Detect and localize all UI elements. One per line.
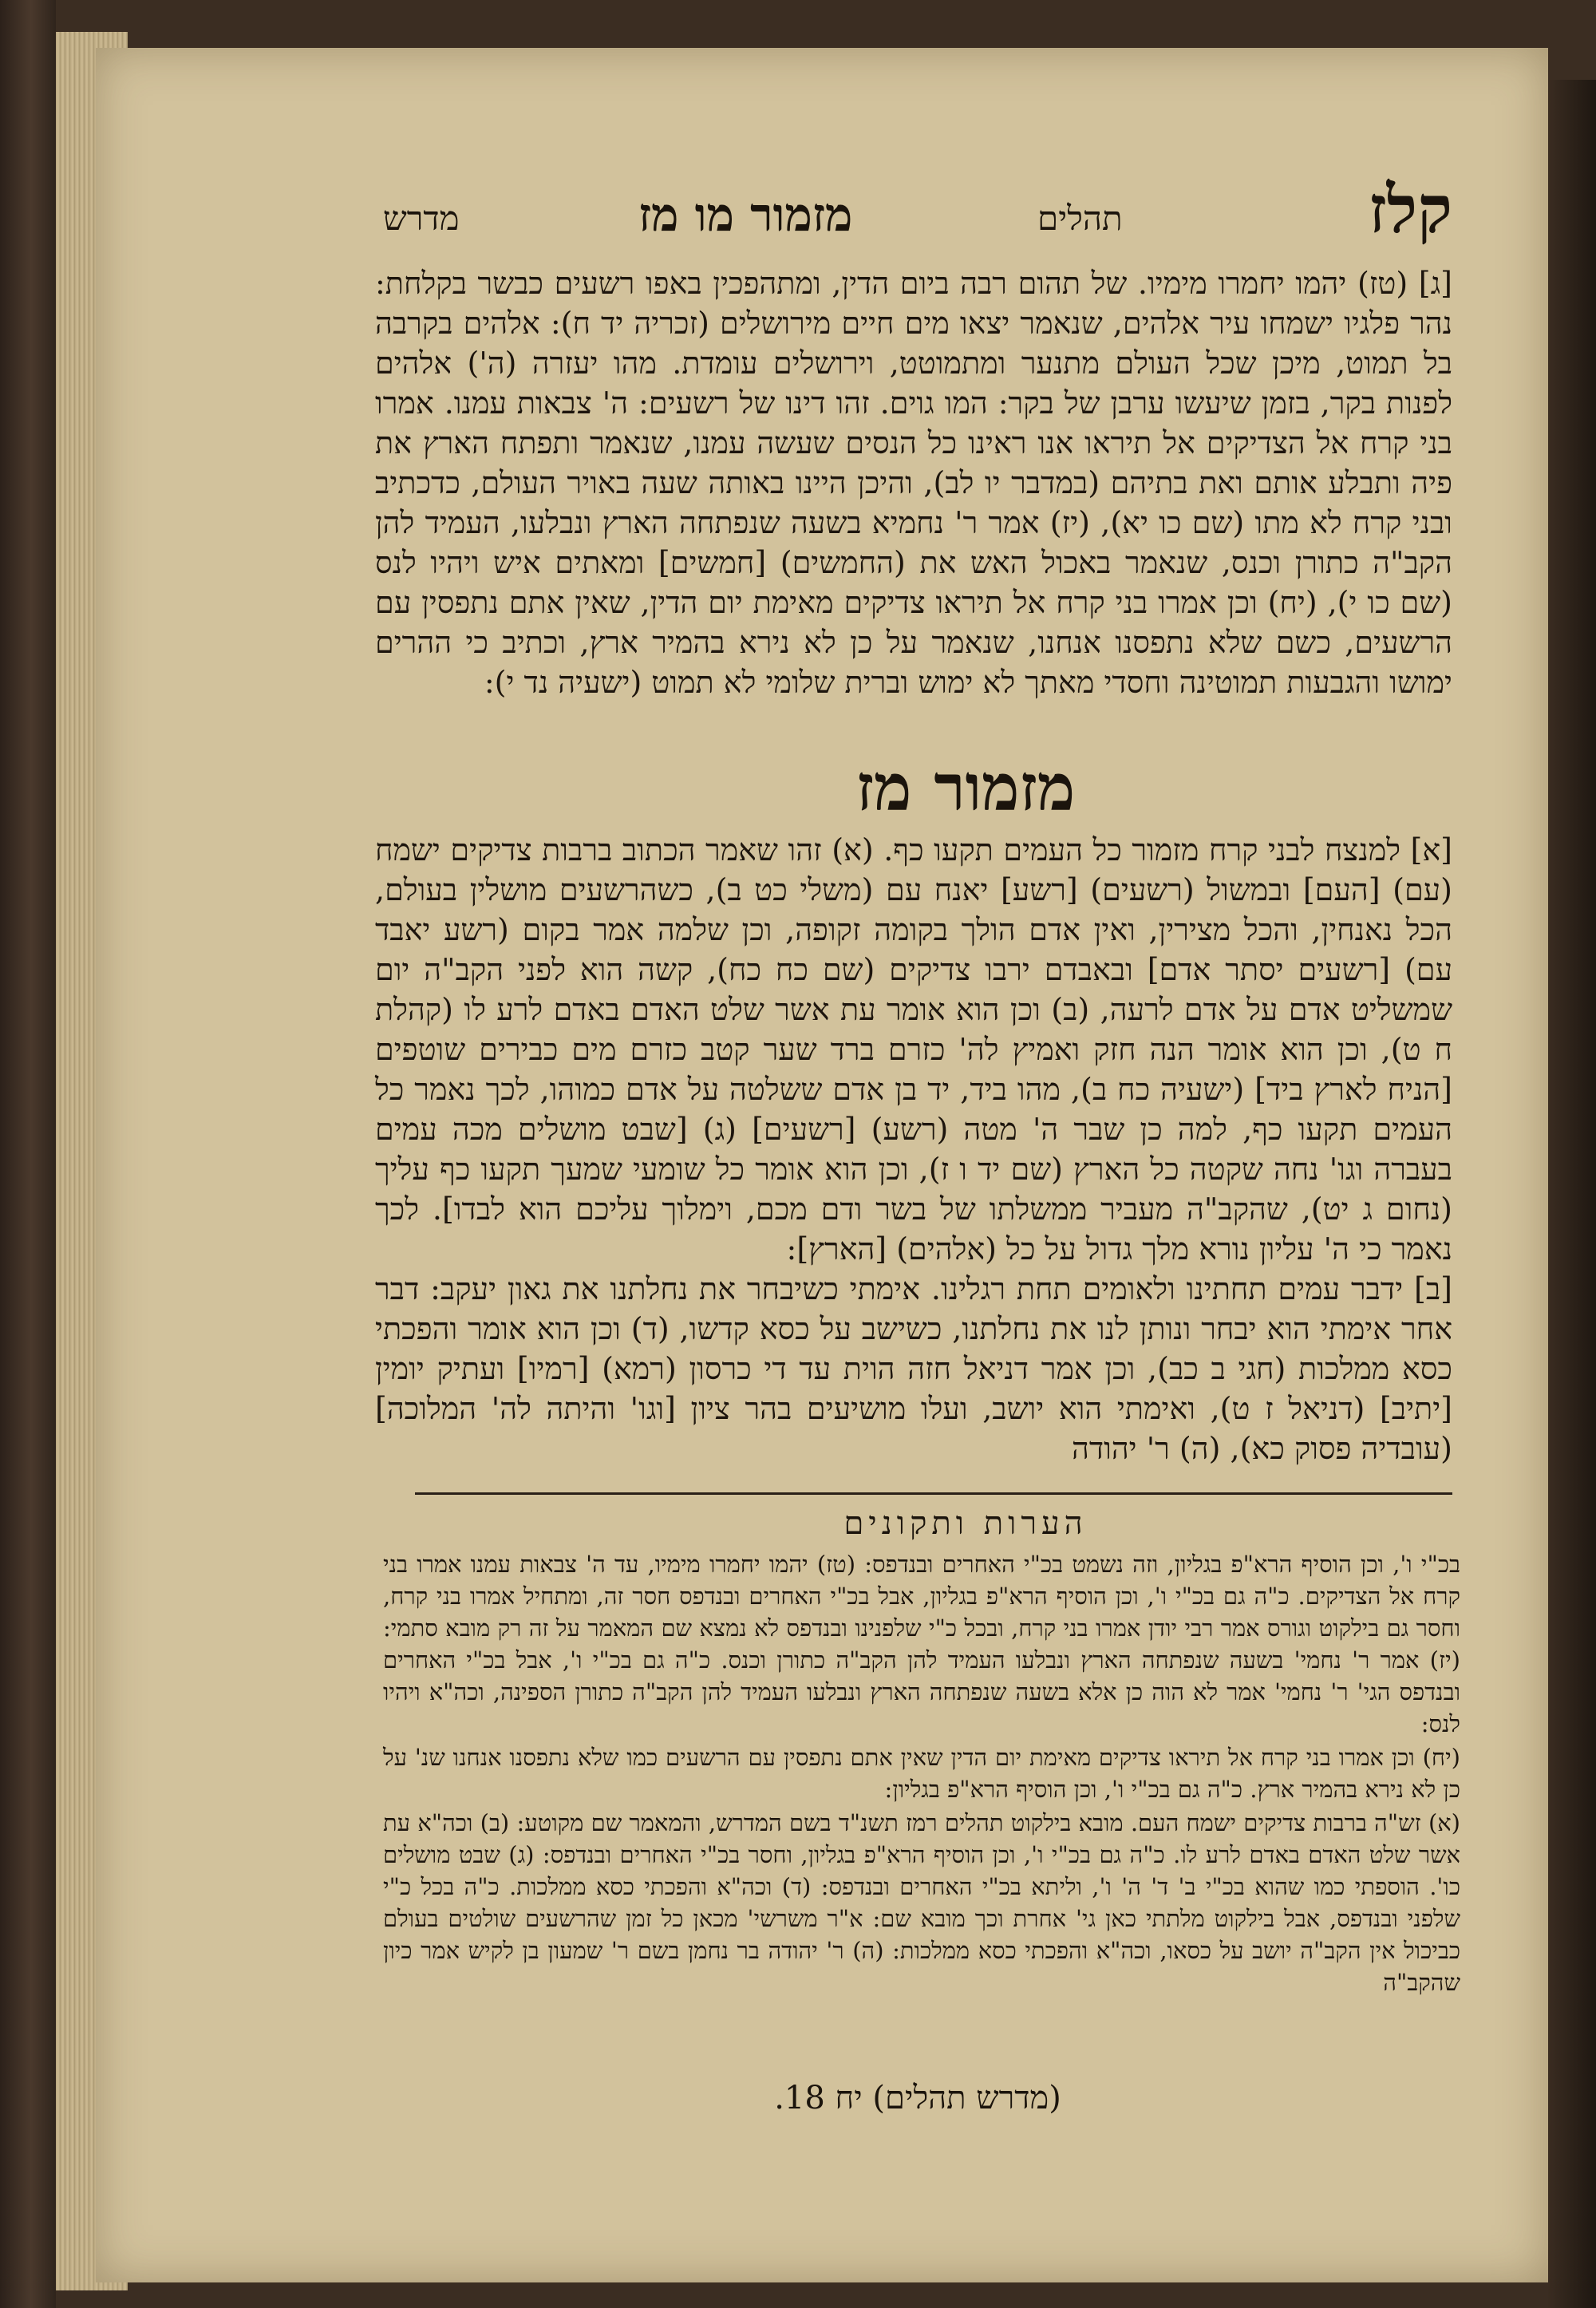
header-tehillim: תהלים — [1037, 199, 1123, 238]
note-paragraph: (יח) וכן אמרו בני קרח אל תיראו צדיקים מאימת יום הדין שאין אתם נתפסין עם הרשעים כמו שלא נתפסנו אנחנו שנ' על כן לא נירא בהמיר ארץ. כ"ה גם בכ"י ו', וכן הוסיף הרא"פ בגליון: — [383, 1744, 1460, 1803]
notes-divider — [415, 1492, 1452, 1495]
page-footer: (מדרש תהלים) יח 18. — [774, 2080, 1061, 2116]
note-paragraph: (א) זש"ה ברבות צדיקים ישמח העם. מובא בילקוט תהלים רמז תשנ"ד בשם המדרש, והמאמר שם מקוטע: (ב) וכה"א עת אשר שלט האדם באדם לרע לו. כ"ה גם בכ"י ו', וכן הוסיף הרא"פ בגליון, וחסר בכ"י האחרים ובנדפס: (ג) שבט מושלים כו'. הוספתי כמו שהוא בכ"י ב' ד' ה' ו', וליתא בכ"י האחרים ובנדפס: (ד) וכה"א והפכתי כסא ממלכות. כ"ה בכל כ"י שלפני ובנדפס, אבל בילקוט מלתתי כאן גי' אחרת וכך מובא שם: א"ר משרשי' מכאן כל זמן שהרשעים שולטים בעולם כביכול אין הקב"ה יושב על כסאו, וכה"א והפכתי כסא ממלכות: (ה) ר' יהודה בר נחמן בשם ר' שמעון בן לקיש אמר כיון שהקב"ה — [383, 1809, 1460, 1996]
paragraph: [ב] ידבר עמים תחתינו ולאומים תחת רגלינו. אימתי כשיבחר את נחלתנו את גאון יעקב: דבר אחר אימתי הוא יבחר ונותן לנו את נחלתנו, כשישב על כסא קדשו, (ד) וכן הוא אומר והפכתי כסא ממלכות (חגי ב כב), וכן אמר דניאל חזה הוית עד די כרסון (רמא) [רמיו] ועתיק יומין [יתיב] (דניאל ז ט), ואימתי הוא יושב, ועלו מושיעים בהר ציון [וגו' והיתה לה' המלוכה] (עובדיה פסוק כא), (ה) ר' יהודה — [375, 1271, 1452, 1466]
paragraph: [א] למנצח לבני קרח מזמור כל העמים תקעו כף. (א) זהו שאמר הכתוב ברבות צדיקים ישמח (עם) [העם] ובמשול (רשעים) [רשע] יאנח עם (משלי כט ב), כשהרשעים מושלין בעולם, הכל נאנחין, והכל מצירין, ואין אדם הולך בקומה זקופה, וכן שלמה אמר בקום (רשע יאבד עם) [רשעים יסתר אדם] ובאבדם ירבו צדיקים (שם כח כח), קשה הוא לפני הקב"ה יום שמשליט אדם על אדם לרעה, (ב) וכן הוא אומר עת אשר שלט האדם באדם לרע לו (קהלת ח ט), וכן הוא אומר הנה חזק ואמיץ לה' כזרם ברד שער קטב כזרם מים כבירים שוטפים [הניח לארץ ביד] (ישעיה כח ב), מהו ביד, יד בן אדם ששלטה על אדם כמוהו, לכך נאמר כל העמים תקעו כף, למה כן שבר ה' מטה (רשע) [רשעים] (ג) [שבט מושלים מכה עמים בעברה וגו' נחה שקטה כל הארץ (שם יד ו ז), וכן הוא אומר כל שומעי שמעך תקעו כף עליך (נחום ג יט), שהקב"ה מעביר ממשלתו של בשר ודם מכם, וימלוך עליכם הוא לבדו]. לכך נאמר כי ה' עליון נורא מלך גדול על כל (אלהים) [הארץ]: — [375, 832, 1452, 1267]
header-psalm-title: מזמור מו מז — [638, 188, 853, 242]
notes-section — [383, 1548, 1460, 2000]
running-header — [335, 172, 1468, 267]
book-binding — [0, 0, 56, 2308]
notes-title: הערות ותקונים — [843, 1505, 1088, 1542]
psalm-heading: מזמור מז — [855, 750, 1076, 825]
section-psalm-47 — [375, 830, 1452, 1468]
header-midrash: מדרש — [383, 199, 460, 238]
paragraph: [ג] (טז) יהמו יחמרו מימיו. של תהום רבה ביום הדין, ומתהפכין באפו רשעים כבשר בקלחת: נהר פלגיו ישמחו עיר אלהים, שנאמר יצאו מים חיים מירושלים (זכריה יד ח): אלהים בקרבה בל תמוט, מיכן שכל העולם מתנער ומתמוטט, וירושלים עומדת. מהו יעזרה (ה') אלהים לפנות בקר, בזמן שיעשו ערבן של בקר: המו גוים. זהו דינו של רשעים: ה' צבאות עמנו. אמרו בני קרח אל הצדיקים אל תיראו אנו ראינו כל הנסים שעשה עמנו, שנאמר ותפתח הארץ את פיה ותבלע אותם ואת בתיהם (במדבר יו לב), והיכן היינו באותה שעה באויר העולם, כדכתיב ובני קרח לא מתו (שם כו יא), (יז) אמר ר' נחמיא בשעה שנפתחה הארץ ונבלעו, העמיד להן הקב"ה כתורן וכנס, שנאמר באכול האש את (החמשים) [חמשים] ומאתים איש ויהיו לנס (שם כו י), (יח) וכן אמרו בני קרח אל תיראו צדיקים מאימת יום הדין, שאין אתם נתפסין עם הרשעים, כשם שלא נתפסנו אנחנו, שנאמר על כן לא נירא בהמיר ארץ, וכתיב כי ההרים ימושו והגבעות תמוטינה וחסדי מאתך לא ימוש וברית שלומי לא תמוט (ישעיה נד י): — [375, 266, 1452, 700]
section-psalm-46-end — [375, 263, 1452, 702]
right-binding — [1548, 80, 1596, 2308]
note-paragraph: בכ"י ו', וכן הוסיף הרא"פ בגליון, וזה נשמט בכ"י האחרים ובנדפס: (טז) יהמו יחמרו מימיו, עד ה' צבאות עמנו אמרו בני קרח אל הצדיקים. כ"ה גם בכ"י ו', וכן הוסיף הרא"פ בגליון, אבל בכ"י האחרים ובנדפס חסר זה, ומתחיל אמרו בני קרח, וחסר גם בילקוט וגורס אמר רבי יודן אמרו בני קרח, ובכל כ"י שלפנינו ובנדפס לא נמצא שם המאמר על זה רק מובא סתמי: (יז) אמר ר' נחמי' בשעה שנפתחה הארץ ונבלעו העמיד להן הקב"ה כתורן וכנס. כ"ה גם בכ"י ו', אבל בכ"י האחרים ובנדפס הגי' ר' נחמי' אמר לא הוה כן אלא בשעה שנפתחה הארץ ונבלעו העמיד להן הקב"ה כתורן הספינה, וכה"א ויהיו לנס: — [383, 1551, 1460, 1737]
page-number: קלז — [1368, 172, 1452, 248]
